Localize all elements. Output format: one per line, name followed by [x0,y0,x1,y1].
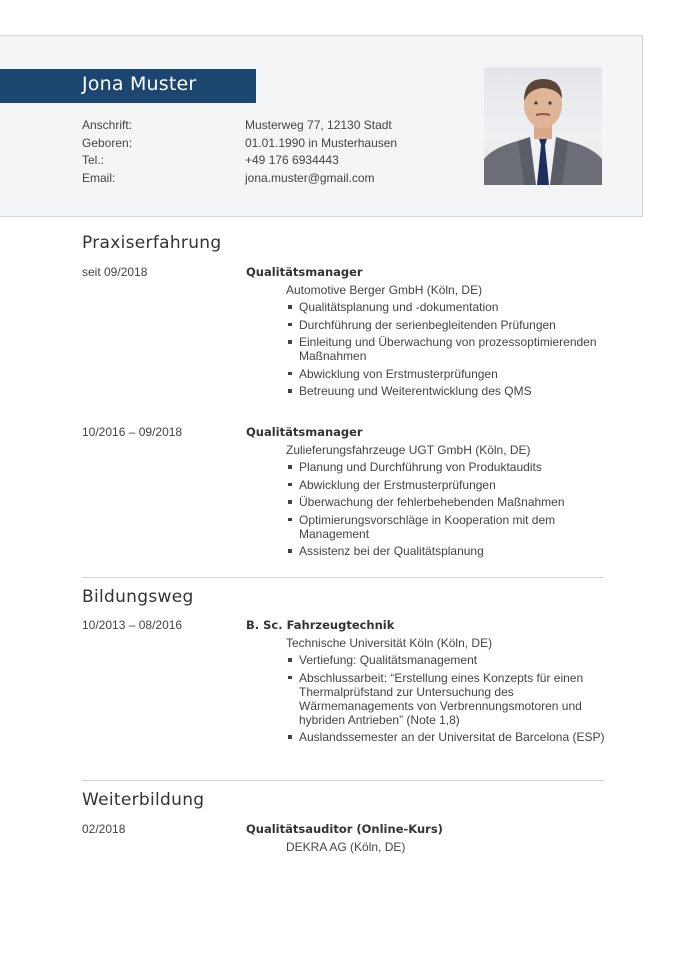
entry-organization: Zulieferungsfahrzeuge UGT GmbH (Köln, DE) [286,443,531,457]
entry-title: B. Sc. Fahrzeugtechnik [246,618,395,632]
entry-date: 10/2016 – 09/2018 [82,425,183,439]
contact-value: +49 176 6934443 [245,153,339,167]
contact-label: Geboren: [82,135,133,150]
contact-row-address [82,118,502,136]
section-title: Praxiserfahrung [82,233,222,253]
profile-photo [484,67,602,185]
list-item: Abwicklung von Erstmusterprüfungen [288,367,608,381]
contact-details [82,118,502,188]
section-title: Bildungsweg [82,587,194,607]
experience-section-header [82,233,604,253]
list-item: Vertiefung: Qualitätsmanagement [288,653,608,667]
candidate-name: Jona Muster [82,73,197,95]
list-item: Abschlussarbeit: “Erstellung eines Konzepts für einen Thermalprüfstand zur Untersuchung des Wärmemanagements von Verbrennungsmotoren und hybriden Antrieben” (Note 1,8) [288,671,608,727]
section-divider [82,780,604,781]
list-item: Planung und Durchführung von Produktaudits [288,460,608,474]
contact-label: Tel.: [82,153,105,167]
contact-value: Musterweg 77, 12130 Stadt [245,118,392,132]
list-item: Überwachung der fehlerbehebenden Maßnahmen [288,495,608,509]
list-item: Einleitung und Überwachung von prozessoptimierenden Maßnahmen [288,335,608,363]
entry-organization: Automotive Berger GmbH (Köln, DE) [286,283,483,297]
list-item: Auslandssemester an der Universitat de Barcelona (ESP) [288,730,608,744]
list-item: Abwicklung der Erstmusterprüfungen [288,478,608,492]
entry-title: Qualitätsmanager [246,265,363,279]
entry-organization: DEKRA AG (Köln, DE) [286,840,406,854]
entry-title: Qualitätsmanager [246,425,363,439]
section-divider [82,577,604,578]
training-section-header [82,790,604,810]
list-item: Assistenz bei der Qualitätsplanung [288,544,608,558]
contact-label: Anschrift: [82,118,133,132]
name-banner [0,69,256,103]
entry-bullets [288,460,608,562]
entry-date: seit 09/2018 [82,265,148,279]
section-title: Weiterbildung [82,790,205,810]
contact-row-birth [82,136,502,154]
contact-row-email [82,171,502,189]
list-item: Durchführung der serienbegleitenden Prüfungen [288,318,608,332]
contact-value: 01.01.1990 in Musterhausen [245,135,398,150]
list-item: Betreuung und Weiterentwicklung des QMS [288,384,608,398]
entry-title: Qualitätsauditor (Online-Kurs) [246,822,443,836]
entry-bullets [288,653,608,748]
list-item: Optimierungsvorschläge in Kooperation mit dem Management [288,513,608,541]
list-item: Qualitätsplanung und -dokumentation [288,300,608,314]
contact-value: jona.muster@gmail.com [245,170,375,185]
education-section-header [82,587,604,607]
contact-label: Email: [82,170,116,185]
entry-date: 10/2013 – 08/2016 [82,618,183,632]
entry-organization: Technische Universität Köln (Köln, DE) [286,636,493,650]
portrait-icon [484,67,602,185]
contact-row-phone [82,153,502,171]
entry-date: 02/2018 [82,822,126,836]
entry-bullets [288,300,608,402]
